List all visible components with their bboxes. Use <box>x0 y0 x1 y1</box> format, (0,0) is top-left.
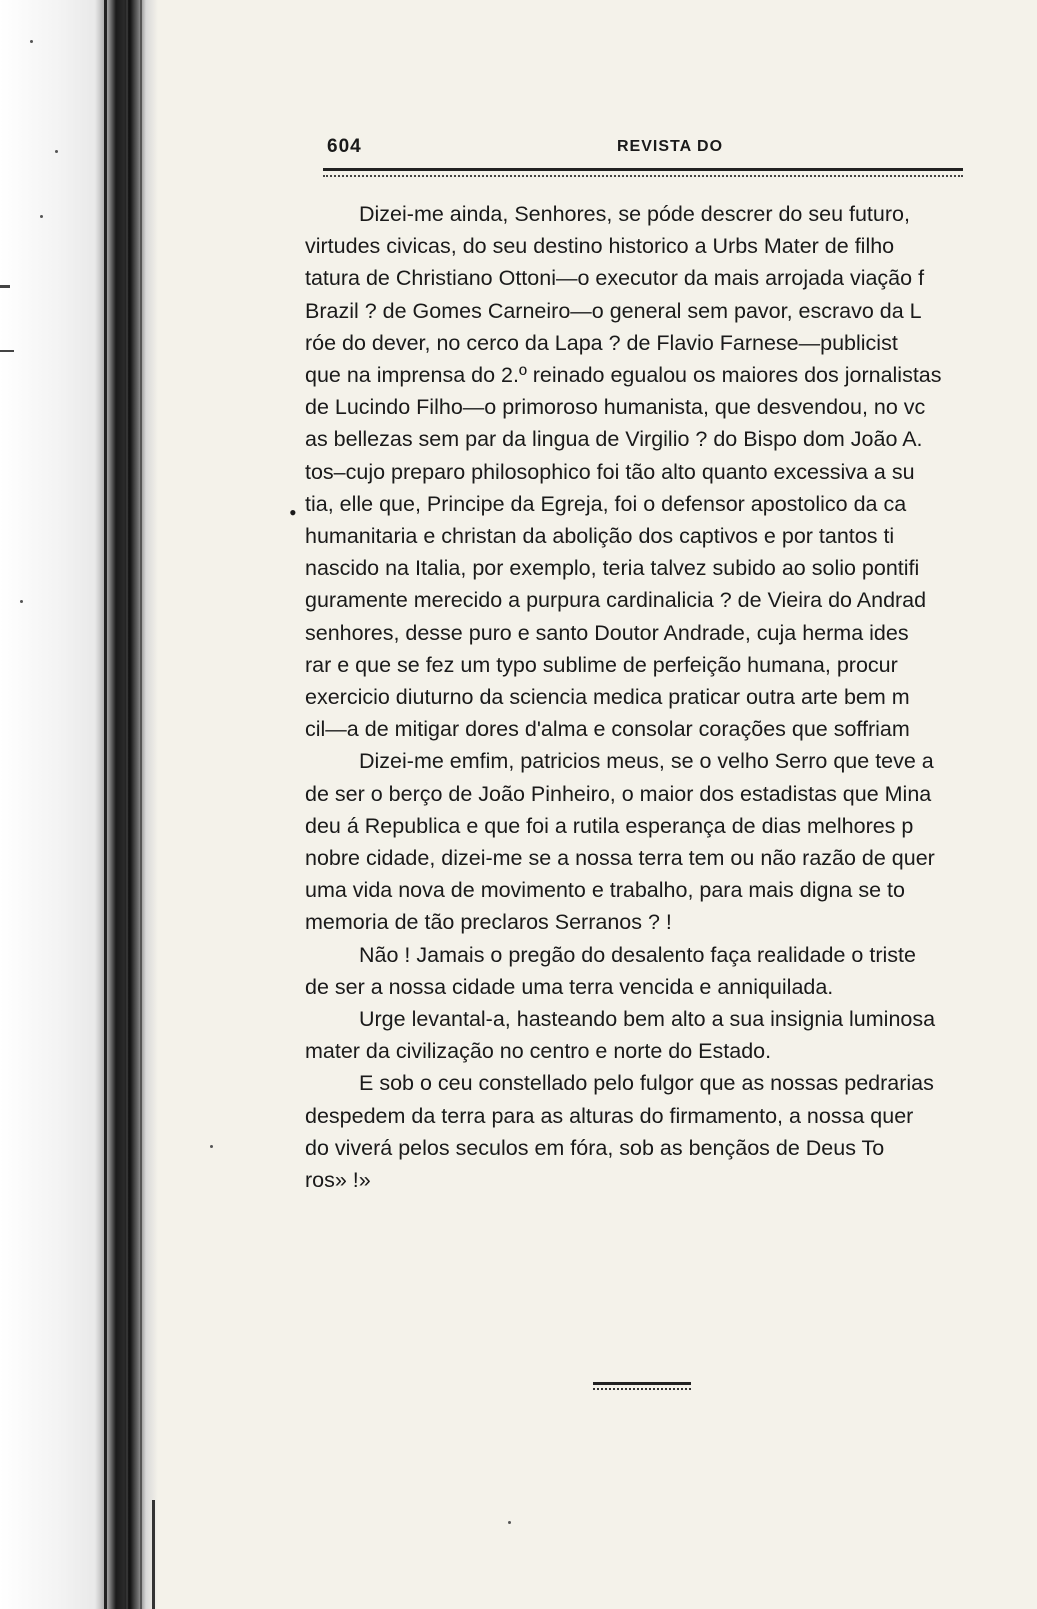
text-line: que na imprensa do 2.º reinado egualou os maiores dos jornalistas <box>305 363 942 388</box>
text-line: de ser a nossa cidade uma terra vencida e anniquilada. <box>305 974 834 999</box>
margin-speck <box>30 40 33 43</box>
text-line: Brazil ? de Gomes Carneiro—o general sem pavor, escravo da L <box>305 298 922 323</box>
book-page <box>289 120 942 1600</box>
text-line: mater da civilização no centro e norte do Estado. <box>305 1039 772 1064</box>
text-line: nascido na Italia, por exemplo, teria talvez subido ao solio pontifi <box>305 556 920 581</box>
text-line: memoria de tão preclaros Serranos ? ! <box>305 910 672 935</box>
end-ornament-rule <box>593 1382 691 1385</box>
body-text <box>297 198 1037 1196</box>
page-number: 604 <box>327 136 362 157</box>
text-line: senhores, desse puro e santo Doutor Andrade, cuja herma ides <box>305 620 909 645</box>
margin-speck <box>55 150 58 153</box>
margin-mark <box>0 350 14 352</box>
margin-bullet: • <box>289 500 297 525</box>
text-line: rar e que se fez um typo sublime de perfeição humana, procur <box>305 652 898 677</box>
text-line: E sob o ceu constellado pelo fulgor que as nossas pedrarias <box>359 1071 934 1096</box>
margin-mark <box>0 285 10 288</box>
text-line: tatura de Christiano Ottoni—o executor da mais arrojada viação f <box>305 266 925 291</box>
text-line: de Lucindo Filho—o primoroso humanista, que desvendou, no vc <box>305 395 926 420</box>
text-line: cil—a de mitigar dores d'alma e consolar corações que soffriam <box>305 717 910 742</box>
running-title: REVISTA DO <box>617 138 724 155</box>
margin-speck <box>20 600 23 603</box>
text-line: Não ! Jamais o pregão do desalento faça realidade o triste <box>359 942 916 967</box>
text-line: deu á Republica e que foi a rutila esperança de dias melhores p <box>305 813 914 838</box>
text-line: róe do dever, no cerco da Lapa ? de Flavio Farnese—publicist <box>305 330 898 355</box>
book-binding-gutter <box>0 0 160 1609</box>
margin-speck <box>210 1145 213 1148</box>
text-line: Dizei-me emfim, patricios meus, se o velho Serro que teve a <box>359 749 934 774</box>
text-line: tos–cujo preparo philosophico foi tão alto quanto excessiva a su <box>305 459 915 484</box>
text-line: uma vida nova de movimento e trabalho, para mais digna se to <box>305 878 905 903</box>
header-rule <box>323 168 963 171</box>
text-line: virtudes civicas, do seu destino historico a Urbs Mater de filho <box>305 234 895 259</box>
text-line: Dizei-me ainda, Senhores, se póde descrer do seu futuro, <box>359 202 910 226</box>
text-line: ros» !» <box>305 1168 371 1193</box>
text-line: Urge levantal-a, hasteando bem alto a sua insignia luminosa <box>359 1007 936 1032</box>
margin-speck <box>40 215 43 218</box>
text-line: tia, elle que, Principe da Egreja, foi o defensor apostolico da ca <box>305 491 907 516</box>
text-line: de ser o berço de João Pinheiro, o maior dos estadistas que Mina <box>305 781 932 806</box>
text-line: guramente merecido a purpura cardinalicia ? de Vieira do Andrad <box>305 588 927 613</box>
text-line: do viverá pelos seculos em fóra, sob as bençãos de Deus To <box>305 1135 885 1160</box>
text-line: exercicio diuturno da sciencia medica praticar outra arte bem m <box>305 685 910 710</box>
text-line: despedem da terra para as alturas do firmamento, a nossa quer <box>305 1103 914 1128</box>
text-line: nobre cidade, dizei-me se a nossa terra tem ou não razão de quer <box>305 846 935 871</box>
text-line: humanitaria e christan da abolição dos captivos e por tantos ti <box>305 524 895 549</box>
text-line: as bellezas sem par da lingua de Virgilio ? do Bispo dom João A. <box>305 427 923 452</box>
